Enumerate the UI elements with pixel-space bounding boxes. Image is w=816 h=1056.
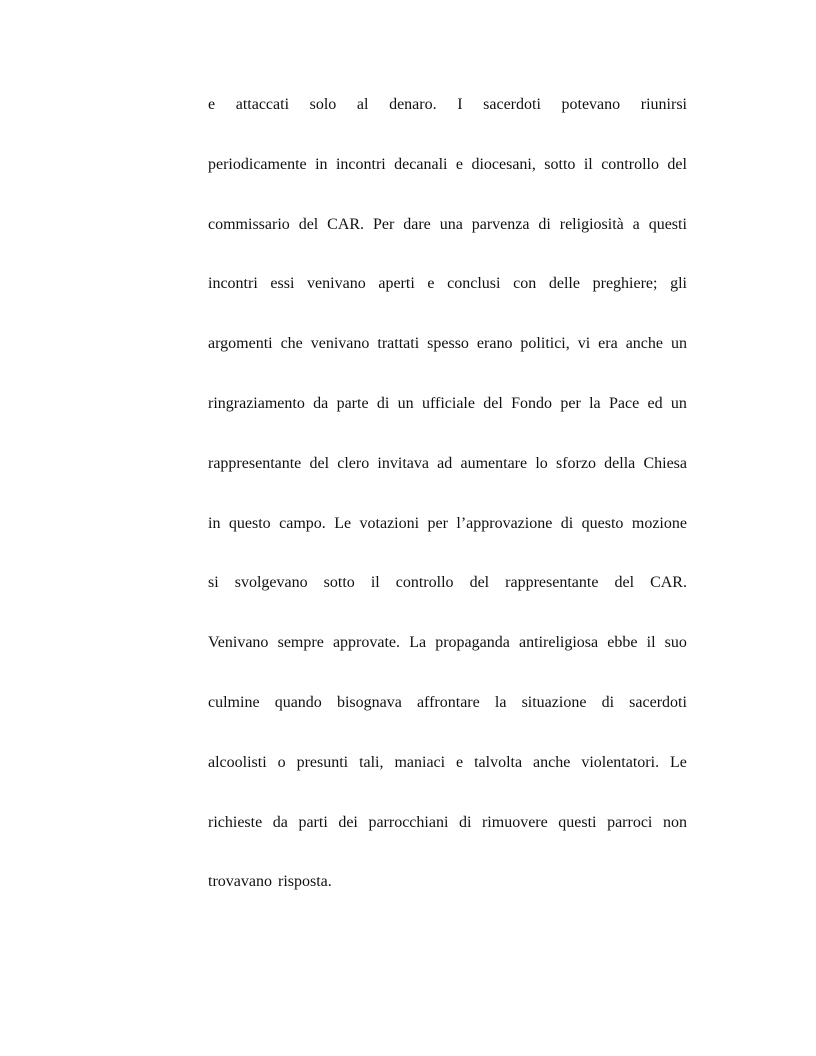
word: diocesani, (471, 155, 536, 173)
word: venivano (310, 335, 370, 353)
word: erano (476, 335, 513, 353)
word: Le (670, 753, 687, 771)
word: ad (437, 454, 453, 472)
word: propaganda (435, 634, 510, 652)
word: il (583, 155, 593, 173)
word: un (670, 335, 687, 353)
word: incontri (208, 275, 258, 293)
word: al (356, 96, 369, 113)
word: di (601, 693, 615, 711)
word: con (513, 275, 537, 293)
text-line (208, 749, 687, 809)
word: suo (664, 634, 687, 652)
word: culmine (208, 693, 260, 711)
word: sempre (277, 634, 324, 652)
text-line (208, 91, 687, 151)
word: per (427, 514, 448, 532)
word: del (483, 394, 503, 412)
word: un (397, 394, 414, 412)
word: tali, (359, 753, 384, 771)
word: il (370, 574, 380, 592)
word: preghiere; (592, 275, 658, 293)
word: venivano (307, 275, 366, 293)
word: attaccati (235, 96, 290, 113)
word: Chiesa (643, 454, 687, 472)
word: questi (648, 215, 687, 233)
word: ringraziamento (208, 394, 305, 412)
word: a (632, 215, 640, 233)
word: questi (558, 813, 597, 831)
word: della (604, 454, 636, 472)
word: sotto (323, 574, 355, 592)
word: sacerdoti (483, 96, 541, 113)
word: CAR. (327, 215, 365, 233)
word: sforzo (555, 454, 596, 472)
word: richieste (208, 813, 263, 831)
word: aperti (378, 275, 415, 293)
word: Venivano (208, 634, 269, 652)
word: dare (403, 215, 431, 233)
word: incontri (335, 155, 386, 173)
word: ebbe (607, 634, 638, 652)
text-line (208, 629, 687, 689)
word: Pace (608, 394, 640, 412)
word: in (208, 514, 221, 532)
word: presunti (296, 753, 349, 771)
word: rappresentante (505, 574, 599, 592)
word: quando (274, 693, 322, 711)
word: campo. (279, 514, 326, 532)
word: bisognava (336, 693, 402, 711)
word: La (409, 634, 427, 652)
word: ufficiale (421, 394, 475, 412)
word: si (208, 574, 219, 592)
word: alcoolisti (208, 753, 267, 771)
word: un (670, 394, 687, 412)
word: controllo (395, 574, 454, 592)
word: commissario (208, 215, 290, 233)
word: talvolta (474, 753, 523, 771)
body-paragraph (208, 91, 687, 928)
word: periodicamente (208, 155, 307, 173)
word: votazioni (359, 514, 420, 532)
word: o (277, 753, 286, 771)
word: invitava (377, 454, 429, 472)
word: parti (298, 813, 328, 831)
word: in (315, 155, 328, 173)
word: trovavano (208, 873, 272, 891)
word: mozione (631, 514, 687, 532)
word: di (376, 394, 390, 412)
word: clero (337, 454, 370, 472)
word: sacerdoti (629, 693, 687, 711)
text-line (208, 151, 687, 211)
word: approvate. (332, 634, 401, 652)
word: affrontare (416, 693, 480, 711)
word: risposta. (277, 873, 332, 891)
word: da (272, 813, 288, 831)
word: dei (338, 813, 358, 831)
word: solo (309, 96, 337, 113)
word: per (560, 394, 581, 412)
word: del (298, 215, 319, 233)
word: svolgevano (234, 574, 308, 592)
word: spesso (427, 335, 469, 353)
word: anche (625, 335, 663, 353)
word: riunirsi (640, 96, 687, 113)
word: gli (670, 275, 687, 293)
word: violentatori. (581, 753, 660, 771)
word: parte (336, 394, 369, 412)
word: e (427, 275, 435, 293)
word: aumentare (460, 454, 528, 472)
word: denaro. (389, 96, 437, 113)
word: del (667, 155, 687, 173)
text-line (208, 868, 687, 928)
word: una (439, 215, 463, 233)
word: del (469, 574, 490, 592)
word: parvenza (471, 215, 530, 233)
word: situazione (521, 693, 587, 711)
word: che (280, 335, 303, 353)
word: rimuovere (481, 813, 548, 831)
word: ed (647, 394, 663, 412)
text-line (208, 510, 687, 570)
word: da (313, 394, 329, 412)
word: lo (535, 454, 548, 472)
text-line (208, 689, 687, 749)
word: sotto (544, 155, 576, 173)
word: decanali (394, 155, 448, 173)
word: politici, (520, 335, 570, 353)
word: Fondo (511, 394, 553, 412)
word: controllo (601, 155, 659, 173)
word: Per (372, 215, 395, 233)
word: maniaci (394, 753, 446, 771)
word: del (309, 454, 330, 472)
word: non (662, 813, 687, 831)
text-line (208, 450, 687, 510)
word: questo (228, 514, 271, 532)
word: questo (581, 514, 624, 532)
word: rappresentante (208, 454, 302, 472)
word: e (208, 96, 216, 113)
text-line (208, 211, 687, 271)
word: la (494, 693, 507, 711)
word: e (455, 155, 463, 173)
text-line (208, 270, 687, 330)
word: essi (270, 275, 295, 293)
word: conclusi (447, 275, 501, 293)
text-line (208, 390, 687, 450)
word: religiosità (559, 215, 624, 233)
word: potevano (561, 96, 621, 113)
word: parrocchiani (368, 813, 449, 831)
word: delle (548, 275, 580, 293)
word: trattati (377, 335, 420, 353)
text-line (208, 569, 687, 629)
word: di (560, 514, 574, 532)
word: di (538, 215, 551, 233)
word: del (614, 574, 635, 592)
word: parroci (607, 813, 653, 831)
text-line (208, 809, 687, 869)
word: Le (334, 514, 352, 532)
word: antireligiosa (519, 634, 599, 652)
word: il (646, 634, 656, 652)
word: CAR. (650, 574, 687, 592)
word: I (457, 96, 463, 113)
word: e (456, 753, 464, 771)
word: di (458, 813, 472, 831)
word: l’approvazione (456, 514, 553, 532)
word: vi (577, 335, 591, 353)
word: era (598, 335, 618, 353)
text-line (208, 330, 687, 390)
word: la (589, 394, 601, 412)
word: anche (533, 753, 571, 771)
word: argomenti (208, 335, 273, 353)
